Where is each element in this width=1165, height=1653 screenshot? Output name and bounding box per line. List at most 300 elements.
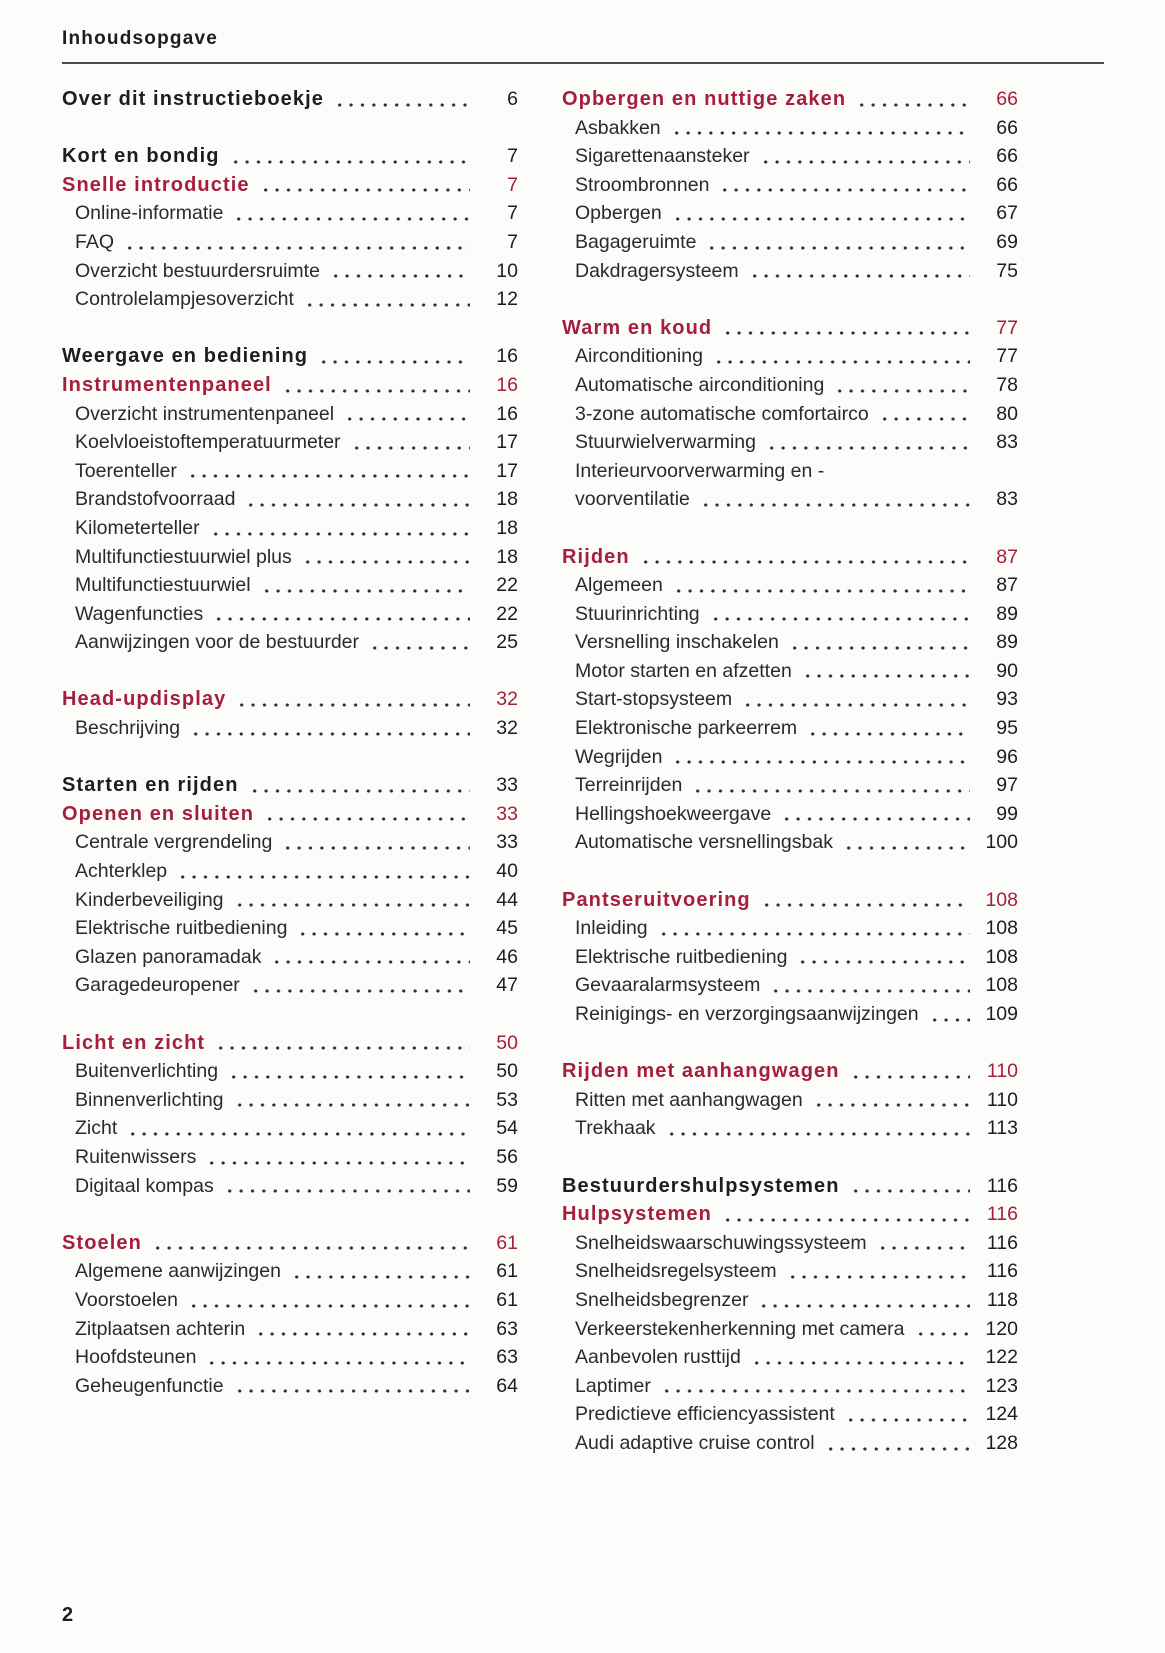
dot-leader xyxy=(229,199,470,228)
entry-label: Koelvloeistoftemperatuurmeter xyxy=(75,431,341,454)
entry-label: FAQ xyxy=(75,230,115,253)
entry-label: Licht en zicht xyxy=(62,1031,206,1054)
toc-entry xyxy=(62,371,518,400)
dot-leader xyxy=(783,1257,970,1286)
entry-label: Stroombronnen xyxy=(575,173,710,196)
toc-entry xyxy=(62,1029,518,1058)
toc-entry xyxy=(562,600,1018,629)
page-number: 40 xyxy=(496,860,518,883)
toc-entry xyxy=(562,743,1018,772)
toc-entry xyxy=(562,314,1018,343)
entry-label: Trekhaak xyxy=(575,1117,656,1140)
toc-entry xyxy=(62,257,518,286)
toc-entry xyxy=(562,914,1018,943)
page-number: 63 xyxy=(496,1346,518,1369)
entry-label: Elektrische ruitbediening xyxy=(575,945,788,968)
entry-label: Sigarettenaansteker xyxy=(575,145,750,168)
page-number: 90 xyxy=(996,659,1018,682)
toc-entry xyxy=(62,171,518,200)
entry-label: Glazen panoramadak xyxy=(75,945,262,968)
entry-label: Garagedeuropener xyxy=(75,974,240,997)
entry-label: Terreinrijden xyxy=(575,774,683,797)
page-number: 61 xyxy=(496,1288,518,1311)
dot-leader xyxy=(654,914,970,943)
page-number: 83 xyxy=(996,488,1018,511)
dot-leader xyxy=(830,371,970,400)
toc-entry xyxy=(62,1143,518,1172)
page-number: 113 xyxy=(986,1117,1018,1140)
dot-leader xyxy=(667,114,970,143)
toc-entry xyxy=(62,1114,518,1143)
dot-leader xyxy=(220,1172,470,1201)
page-number: 87 xyxy=(996,574,1018,597)
entry-label: Inleiding xyxy=(575,917,648,940)
entry-label: Motor starten en afzetten xyxy=(575,659,792,682)
page-number: 33 xyxy=(496,802,518,825)
page-number: 61 xyxy=(496,1260,518,1283)
toc-entry xyxy=(562,828,1018,857)
dot-leader xyxy=(668,743,970,772)
entry-label: Aanbevolen rusttijd xyxy=(575,1346,741,1369)
dot-leader xyxy=(777,800,970,829)
entry-label: Snelle introductie xyxy=(62,173,250,196)
dot-leader xyxy=(326,257,470,286)
entry-label: Wegrijden xyxy=(575,745,663,768)
dot-leader xyxy=(257,571,470,600)
page-number: 100 xyxy=(985,831,1018,854)
dot-leader xyxy=(662,1114,970,1143)
page-number: 6 xyxy=(507,88,518,110)
toc-entry xyxy=(562,1086,1018,1115)
toc-entry xyxy=(62,342,518,371)
dot-leader xyxy=(669,571,970,600)
dot-leader xyxy=(738,685,970,714)
page-number: 12 xyxy=(496,288,518,311)
toc-entry xyxy=(62,485,518,514)
dot-leader xyxy=(785,628,970,657)
entry-label: Bestuurdershulpsystemen xyxy=(562,1174,840,1197)
toc-entry xyxy=(562,943,1018,972)
toc-group xyxy=(62,1229,518,1401)
dot-leader xyxy=(202,1343,470,1372)
toc-column-2 xyxy=(562,85,1018,1458)
page-number: 32 xyxy=(496,717,518,740)
page-number: 80 xyxy=(996,402,1018,425)
entry-label: Predictieve efficiencyassistent xyxy=(575,1403,835,1426)
entry-label: Pantseruitvoering xyxy=(562,888,751,911)
toc-entry xyxy=(62,285,518,314)
entry-label: Elektronische parkeerrem xyxy=(575,717,798,740)
page-number: 77 xyxy=(996,345,1018,368)
dot-leader xyxy=(186,714,470,743)
page-number: 77 xyxy=(996,316,1018,339)
toc-entry xyxy=(62,199,518,228)
toc-entry xyxy=(562,1343,1018,1372)
toc-group xyxy=(562,1057,1018,1143)
page-number: 78 xyxy=(996,373,1018,396)
page-number: 16 xyxy=(496,373,518,396)
toc-entry xyxy=(562,257,1018,286)
header-divider xyxy=(62,62,1104,64)
dot-leader xyxy=(798,657,970,686)
toc-group xyxy=(562,85,1018,285)
toc-entry xyxy=(62,914,518,943)
entry-label: Over dit instructieboekje xyxy=(62,88,325,110)
page-number: 123 xyxy=(985,1374,1018,1397)
dot-leader xyxy=(206,514,470,543)
entry-label: Dakdragersysteem xyxy=(575,259,739,282)
toc-entry xyxy=(562,685,1018,714)
entry-label: Rijden met aanhangwagen xyxy=(562,1060,840,1083)
toc-group xyxy=(62,1029,518,1201)
page-number: 18 xyxy=(496,516,518,539)
entry-label: Algemene aanwijzingen xyxy=(75,1260,281,1283)
page-number: 110 xyxy=(986,1060,1018,1083)
page-number: 116 xyxy=(986,1260,1018,1283)
page-number: 50 xyxy=(496,1060,518,1083)
toc-entry xyxy=(562,1286,1018,1315)
dot-leader xyxy=(232,685,470,714)
toc-entry xyxy=(562,457,1018,486)
dot-leader xyxy=(224,1057,470,1086)
entry-label: Achterklep xyxy=(75,860,168,883)
dot-leader xyxy=(340,400,470,429)
dot-leader xyxy=(688,771,970,800)
entry-label: Zitplaatsen achterin xyxy=(75,1317,246,1340)
toc-entry xyxy=(62,628,518,657)
page-number: 25 xyxy=(496,631,518,654)
dot-leader xyxy=(267,943,470,972)
dot-leader xyxy=(875,400,970,429)
page-number: 63 xyxy=(496,1317,518,1340)
dot-leader xyxy=(873,1229,970,1258)
toc-entry xyxy=(562,342,1018,371)
page-number: 18 xyxy=(496,545,518,568)
page-number: 109 xyxy=(985,1003,1018,1025)
toc-entry xyxy=(62,514,518,543)
toc-entry xyxy=(62,1057,518,1086)
dot-leader xyxy=(209,600,470,629)
page-number: 118 xyxy=(986,1288,1018,1311)
page-number: 120 xyxy=(985,1317,1018,1340)
page-number: 116 xyxy=(986,1174,1018,1197)
entry-label: Elektrische ruitbediening xyxy=(75,917,288,940)
entry-label: Instrumentenpaneel xyxy=(62,373,272,396)
dot-leader xyxy=(821,1429,970,1458)
entry-label: Starten en rijden xyxy=(62,774,239,797)
toc-entry xyxy=(562,1000,1018,1029)
toc-entry xyxy=(562,800,1018,829)
dot-leader xyxy=(241,485,470,514)
dot-leader xyxy=(347,428,470,457)
dot-leader xyxy=(793,943,970,972)
dot-leader xyxy=(330,85,470,114)
dot-leader xyxy=(709,342,970,371)
dot-leader xyxy=(911,1315,970,1344)
dot-leader xyxy=(365,628,470,657)
toc-entry xyxy=(62,1286,518,1315)
dot-leader xyxy=(202,1143,470,1172)
entry-label: Controlelampjesoverzicht xyxy=(75,288,294,311)
entry-label: Buitenverlichting xyxy=(75,1060,219,1083)
page-number: 66 xyxy=(996,116,1018,139)
dot-leader xyxy=(702,228,970,257)
dot-leader xyxy=(803,714,970,743)
page-number: 16 xyxy=(496,402,518,425)
page-number: 108 xyxy=(985,945,1018,968)
page-number: 59 xyxy=(496,1174,518,1197)
toc-entry xyxy=(562,971,1018,1000)
toc-entry xyxy=(562,485,1018,514)
toc-entry xyxy=(562,1057,1018,1086)
entry-label: Snelheidswaarschuwingssysteem xyxy=(575,1231,867,1254)
toc-group xyxy=(62,771,518,1000)
page-number: 61 xyxy=(496,1231,518,1254)
dot-leader xyxy=(696,485,970,514)
page-number: 108 xyxy=(985,888,1018,911)
toc-entry xyxy=(562,171,1018,200)
dot-leader xyxy=(251,1315,470,1344)
entry-label: Digitaal kompas xyxy=(75,1174,214,1197)
toc-entry xyxy=(562,628,1018,657)
page-number: 66 xyxy=(996,145,1018,168)
toc-group xyxy=(562,314,1018,514)
entry-label: Hoofdsteunen xyxy=(75,1346,197,1369)
page-number: 56 xyxy=(496,1145,518,1168)
entry-label: Online-informatie xyxy=(75,202,224,225)
page-number: 69 xyxy=(996,230,1018,253)
entry-label: Automatische versnellingsbak xyxy=(575,831,833,854)
dot-leader xyxy=(293,914,470,943)
toc-entry xyxy=(62,600,518,629)
toc-entry xyxy=(62,800,518,829)
toc-entry xyxy=(562,1172,1018,1201)
dot-leader xyxy=(300,285,470,314)
page-number: 54 xyxy=(496,1117,518,1140)
entry-label: Weergave en bediening xyxy=(62,345,309,368)
dot-leader xyxy=(747,1343,970,1372)
page-number: 16 xyxy=(496,345,518,368)
page-number: 128 xyxy=(985,1431,1018,1454)
entry-label: Multifunctiestuurwiel xyxy=(75,574,251,597)
page-number: 108 xyxy=(985,917,1018,940)
page-number: 7 xyxy=(507,202,518,225)
toc-entry xyxy=(562,1114,1018,1143)
dot-leader xyxy=(256,171,470,200)
toc-entry xyxy=(62,886,518,915)
dot-leader xyxy=(756,142,970,171)
page-number: 110 xyxy=(986,1088,1018,1111)
entry-label: Opbergen en nuttige zaken xyxy=(562,88,847,110)
page-number: 108 xyxy=(985,974,1018,997)
toc-entry xyxy=(62,1229,518,1258)
entry-label: Reinigings- en verzorgingsaanwijzingen xyxy=(575,1003,919,1025)
toc-entry xyxy=(62,1372,518,1401)
toc-entry xyxy=(562,85,1018,114)
dot-leader xyxy=(230,1372,470,1401)
toc-entry xyxy=(562,1400,1018,1429)
dot-leader xyxy=(314,342,470,371)
entry-label: Voorstoelen xyxy=(75,1288,178,1311)
toc-entry xyxy=(562,114,1018,143)
dot-leader xyxy=(809,1086,970,1115)
entry-label: Algemeen xyxy=(575,574,663,597)
entry-label: Kilometerteller xyxy=(75,516,200,539)
toc-entry xyxy=(562,228,1018,257)
toc-entry xyxy=(62,857,518,886)
page-number: 22 xyxy=(496,574,518,597)
dot-leader xyxy=(745,257,970,286)
toc-entry xyxy=(62,85,518,114)
page-number: 89 xyxy=(996,631,1018,654)
dot-leader xyxy=(287,1257,470,1286)
toc-entry xyxy=(62,400,518,429)
toc-entry xyxy=(562,1429,1018,1458)
dot-leader xyxy=(762,428,970,457)
toc-entry xyxy=(562,1229,1018,1258)
dot-leader xyxy=(278,828,470,857)
dot-leader xyxy=(148,1229,470,1258)
entry-label: Aanwijzingen voor de bestuurder xyxy=(75,631,360,654)
dot-leader xyxy=(123,1114,470,1143)
entry-label: Openen en sluiten xyxy=(62,802,255,825)
entry-label: Warm en koud xyxy=(562,316,713,339)
page-number: 67 xyxy=(996,202,1018,225)
entry-label: Start-stopsysteem xyxy=(575,688,733,711)
entry-label: Hellingshoekweergave xyxy=(575,802,772,825)
toc-entry xyxy=(562,543,1018,572)
page-number: 7 xyxy=(507,230,518,253)
dot-leader xyxy=(757,886,970,915)
toc-group xyxy=(562,543,1018,858)
page-number: 10 xyxy=(496,259,518,282)
entry-label: Zicht xyxy=(75,1117,118,1140)
page-number: 7 xyxy=(507,173,518,196)
page-number: 47 xyxy=(496,974,518,997)
footer-page-number: 2 xyxy=(62,1604,74,1626)
page-number: 89 xyxy=(996,602,1018,625)
toc-entry xyxy=(62,457,518,486)
toc-entry xyxy=(562,771,1018,800)
dot-leader xyxy=(841,1400,970,1429)
entry-label: voorventilatie xyxy=(575,488,690,511)
toc-entry xyxy=(562,1257,1018,1286)
toc-entry xyxy=(562,1315,1018,1344)
entry-label: Kinderbeveiliging xyxy=(75,888,224,911)
page-number: 93 xyxy=(996,688,1018,711)
entry-label: Gevaaralarmsysteem xyxy=(575,974,761,997)
toc-group xyxy=(562,1172,1018,1458)
dot-leader xyxy=(715,171,970,200)
entry-label: Beschrijving xyxy=(75,717,181,740)
dot-leader xyxy=(298,543,470,572)
entry-label: Verkeerstekenherkenning met camera xyxy=(575,1317,905,1340)
entry-label: Opbergen xyxy=(575,202,662,225)
entry-label: Toerenteller xyxy=(75,459,177,482)
page-header xyxy=(62,0,1104,64)
toc-entry xyxy=(62,714,518,743)
toc-entry xyxy=(62,771,518,800)
entry-label: Ritten met aanhangwagen xyxy=(575,1088,803,1111)
dot-leader xyxy=(120,228,470,257)
dot-leader xyxy=(852,85,970,114)
page-number: 22 xyxy=(496,602,518,625)
page-number: 50 xyxy=(496,1031,518,1054)
dot-leader xyxy=(184,1286,470,1315)
entry-label: Overzicht instrumentenpaneel xyxy=(75,402,335,425)
toc-entry xyxy=(562,142,1018,171)
dot-leader xyxy=(278,371,470,400)
toc-group xyxy=(62,142,518,314)
dot-leader xyxy=(173,857,470,886)
entry-label: Centrale vergrendeling xyxy=(75,831,273,854)
dot-leader xyxy=(839,828,970,857)
page-number: 46 xyxy=(496,945,518,968)
dot-leader xyxy=(183,457,470,486)
page-number: 75 xyxy=(996,259,1018,282)
toc-group xyxy=(62,685,518,742)
page-number: 83 xyxy=(996,431,1018,454)
page-number: 45 xyxy=(496,917,518,940)
toc-entry xyxy=(62,971,518,1000)
page-number: 122 xyxy=(985,1346,1018,1369)
toc-group xyxy=(62,85,518,114)
dot-leader xyxy=(668,199,970,228)
entry-label: Brandstofvoorraad xyxy=(75,488,236,511)
dot-leader xyxy=(846,1057,970,1086)
page-number: 17 xyxy=(496,431,518,454)
page-number: 96 xyxy=(996,745,1018,768)
page-number: 116 xyxy=(986,1231,1018,1254)
toc-entry xyxy=(562,199,1018,228)
toc-entry xyxy=(562,714,1018,743)
toc-entry xyxy=(62,828,518,857)
entry-label: Snelheidsregelsysteem xyxy=(575,1260,777,1283)
entry-label: Kort en bondig xyxy=(62,145,220,168)
toc-entry xyxy=(562,428,1018,457)
entry-label: Overzicht bestuurdersruimte xyxy=(75,259,320,282)
entry-label: Automatische airconditioning xyxy=(575,373,825,396)
page-number: 7 xyxy=(507,145,518,168)
dot-leader xyxy=(245,771,470,800)
entry-label: Rijden xyxy=(562,545,630,568)
page-number: 66 xyxy=(996,88,1018,110)
dot-leader xyxy=(925,1000,970,1029)
dot-leader xyxy=(260,800,470,829)
dot-leader xyxy=(754,1286,970,1315)
page-number: 99 xyxy=(996,802,1018,825)
toc-entry xyxy=(62,1086,518,1115)
entry-label: Multifunctiestuurwiel plus xyxy=(75,545,292,568)
dot-leader xyxy=(211,1029,470,1058)
toc-entry xyxy=(562,371,1018,400)
page-number: 95 xyxy=(996,717,1018,740)
page-title: Inhoudsopgave xyxy=(62,28,218,49)
toc-entry xyxy=(62,428,518,457)
toc-column-1 xyxy=(62,85,518,1458)
entry-label: Audi adaptive cruise control xyxy=(575,1431,815,1454)
dot-leader xyxy=(226,142,470,171)
entry-label: Asbakken xyxy=(575,116,661,139)
entry-label: Laptimer xyxy=(575,1374,651,1397)
entry-label: Head-updisplay xyxy=(62,688,227,711)
toc-entry xyxy=(562,657,1018,686)
dot-leader xyxy=(230,1086,470,1115)
dot-leader xyxy=(636,543,970,572)
dot-leader xyxy=(657,1372,970,1401)
page-number: 53 xyxy=(496,1088,518,1111)
page-number: 44 xyxy=(496,888,518,911)
